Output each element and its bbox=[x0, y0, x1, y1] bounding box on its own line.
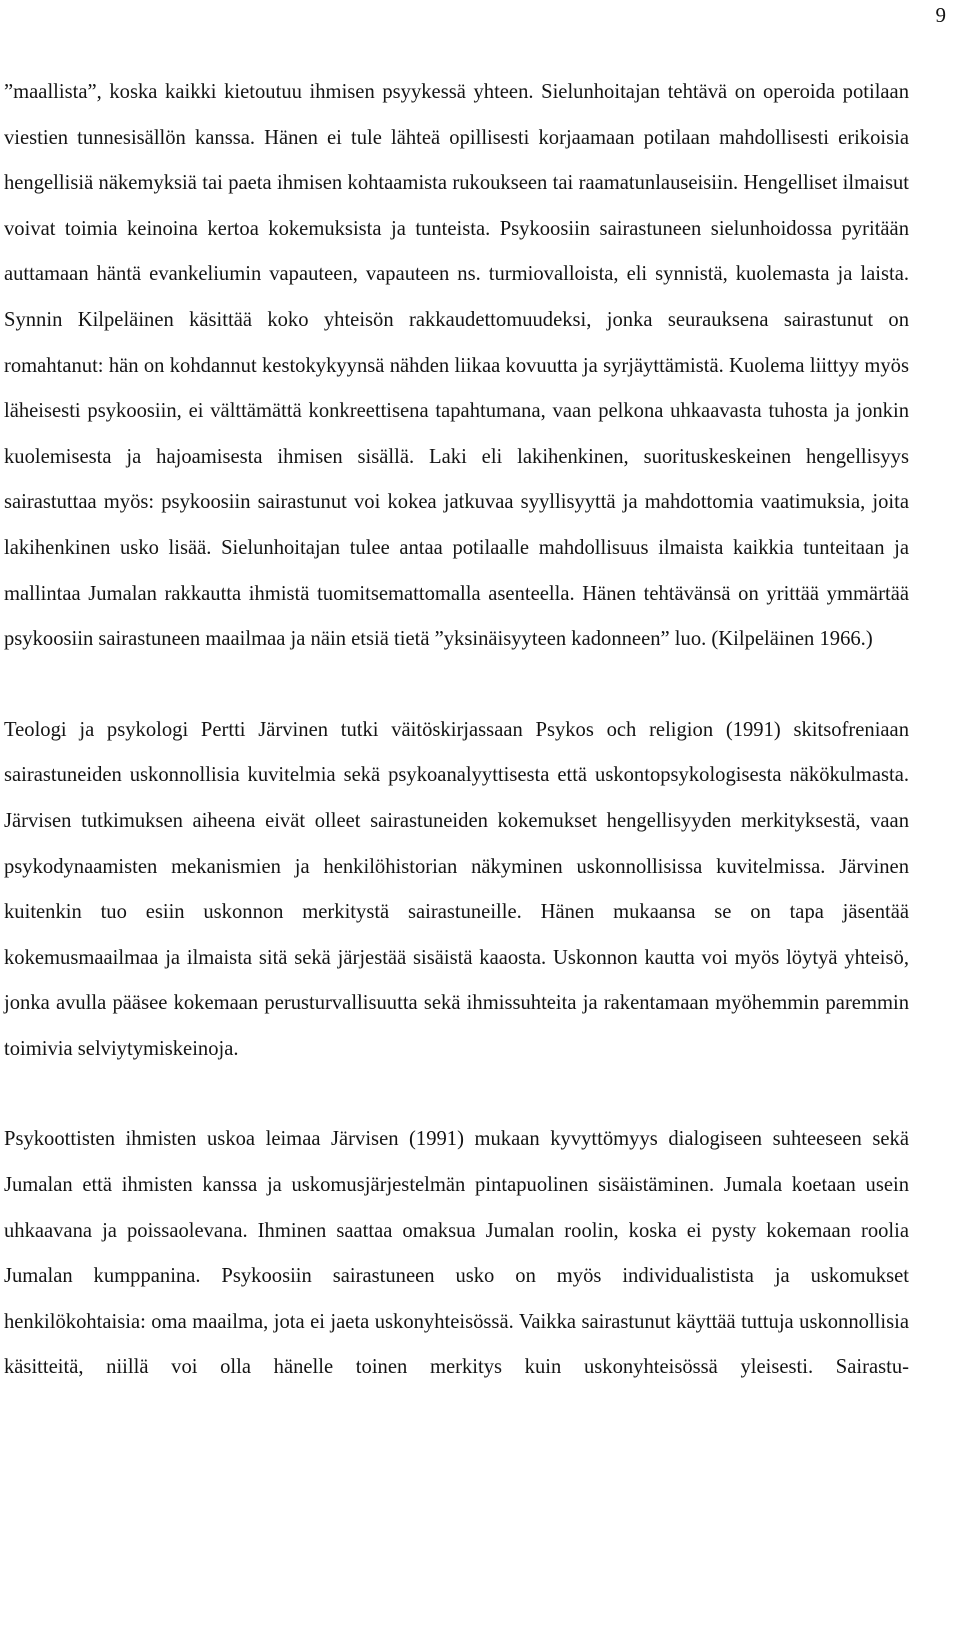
paragraph: Psykoottisten ihmisten uskoa leimaa Järvisen (1991) mukaan kyvyttömyys dialogiseen suhteeseen sekä Jumalan että ihmisten kanssa ja uskomusjärjestelmän pintapuolinen sisäistäminen. Jumala koetaan usein uhkaavana ja poissaolevana. Ihminen saattaa omaksua Jumalan roolin, koska ei pysty kokemaan roolia Jumalan kumppanina. Psykoosiin sairastuneen usko on myös individualistista ja uskomukset henkilökohtaisia: oma maailma, jota ei jaeta uskonyhteisössä. Vaikka sairastunut käyttää tuttuja uskonnollisia käsitteitä, niillä voi olla hänelle toinen merkitys kuin uskonyhteisössä yleisesti. Sairastu- bbox=[4, 1128, 909, 1379]
body-text bbox=[4, 70, 909, 1391]
page-number: 9 bbox=[935, 3, 946, 27]
paragraph: Teologi ja psykologi Pertti Järvinen tutki väitöskirjassaan Psykos och religion (1991) skitsofreniaan sairastuneiden uskonnollisia kuvitelmia sekä psykoanalyyttisesta että uskontopsykologisesta näkökulmasta. Järvisen tutkimuksen aiheena eivät olleet sairastuneiden kokemukset hengellisyyden merkityksestä, vaan psykodynaamisten mekanismien ja henkilöhistorian näkyminen uskonnollisissa kuvitelmissa. Järvinen kuitenkin tuo esiin uskonnon merkitystä sairastuneille. Hänen mukaansa se on tapa jäsentää kokemusmaailmaa ja ilmaista sitä sekä järjestää sisäistä kaaosta. Uskonnon kautta voi myös löytyä yhteisö, jonka avulla pääsee kokemaan perusturvallisuutta sekä ihmissuhteita ja rakentamaan myöhemmin paremmin toimivia selviytymiskeinoja. bbox=[4, 718, 909, 1060]
paragraph: ”maallista”, koska kaikki kietoutuu ihmisen psyykessä yhteen. Sielunhoitajan tehtävä on operoida potilaan viestien tunnesisällön kanssa. Hänen ei tule lähteä opillisesti korjaamaan potilaan mahdollisesti erikoisia hengellisiä näkemyksiä tai paeta ihmisen kohtaamista rukoukseen tai raamatunlauseisiin. Hengelliset ilmaisut voivat toimia keinoina kertoa kokemuksista ja tunteista. Psykoosiin sairastuneen sielunhoidossa pyritään auttamaan häntä evankeliumin vapauteen, vapauteen ns. turmiovalloista, eli synnistä, kuolemasta ja laista. Synnin Kilpeläinen käsittää koko yhteisön rakkaudettomuudeksi, jonka seurauksena sairastunut on romahtanut: hän on kohdannut kestokykyynsä nähden liikaa kovuutta ja syrjäyttämistä. Kuolema liittyy myös läheisesti psykoosiin, ei välttämättä konkreettisena tapahtumana, vaan pelkona uhkaavasta tuhosta ja jonkin kuolemisesta ja hajoamisesta ihmisen sisällä. Laki eli lakihenkinen, suorituskeskeinen hengellisyys sairastuttaa myös: psykoosiin sairastunut voi kokea jatkuvaa syyllisyyttä ja mahdottomia vaatimuksia, joita lakihenkinen usko lisää. Sielunhoitajan tulee antaa potilaalle mahdollisuus ilmaista kaikkia tunteitaan ja mallintaa Jumalan rakkautta ihmistä tuomitsemattomalla asenteella. Hänen tehtävänsä on yrittää ymmärtää psykoosiin sairastuneen maailmaa ja näin etsiä tietä ”yksinäisyyteen kadonneen” luo. (Kilpeläinen 1966.) bbox=[4, 81, 909, 651]
